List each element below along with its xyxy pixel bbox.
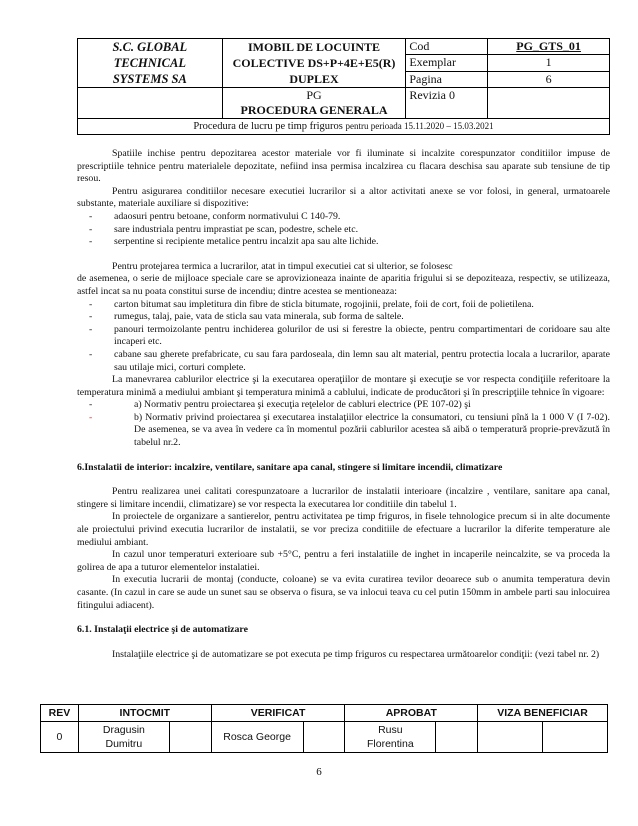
bullet-dash: - — [89, 236, 93, 248]
project-line: IMOBIL DE LOCUINTE — [247, 40, 381, 54]
list-item-text: a) Normativ pentru proiectarea şi execuţia reţelelor de cabluri electrice (PE 107-02) şi — [134, 399, 471, 411]
project-line: COLECTIVE DS+P+4E+E5(R) — [232, 56, 396, 70]
exemplar-value: 1 — [488, 55, 610, 71]
list-item — [77, 211, 610, 224]
subsection-heading: 6.1. Instalaţii electrice şi de automatizare — [77, 624, 248, 636]
company-line: TECHNICAL — [113, 56, 186, 70]
rev-value: 0 — [41, 722, 79, 753]
pagina-label: Pagina — [406, 71, 488, 87]
list-item — [77, 324, 610, 349]
document-header-table — [77, 38, 610, 135]
aprobat-name-line: Florentina — [367, 738, 414, 750]
cod-value: PG_GTS_01 — [488, 39, 610, 55]
bullet-dash: - — [89, 223, 93, 235]
list-item-text: rumegus, talaj, paie, vata de sticla sau vata minerala, sub forma de saltele. — [114, 311, 404, 323]
list-item — [77, 299, 610, 312]
viza-cell — [478, 722, 543, 753]
project-line: DUPLEX — [289, 72, 339, 86]
list-item — [77, 311, 610, 324]
aprobat-name-line: Rusu — [378, 724, 403, 736]
company-line: SYSTEMS SA — [112, 72, 187, 86]
revizia-label: Revizia 0 — [406, 88, 488, 119]
verificat-name: Rosca George — [211, 722, 303, 753]
list-item — [77, 412, 610, 450]
paragraph: de asemenea, o serie de mijloace speciale care se aprovizioneaza inainte de aparitia frigului si se depoziteaza, respectiv, se utilizeaza, astfel incat sa nu poata constitui surse de incendiu; dintre acestea se mentioneaza: — [77, 273, 610, 297]
verificat-signature — [303, 722, 345, 753]
list-item-text: carton bitumat sau impletitura din fibre de sticla bitumate, rogojinii, prelate, foii de cort, foii de polietilena. — [114, 298, 534, 310]
list-item-text: serpentine si recipiente metalice pentru incalzit apa sau alte lichide. — [114, 236, 379, 248]
list-item — [77, 224, 610, 237]
bullet-dash: - — [89, 399, 93, 411]
list-item-text: adaosuri pentru betoane, conform normativului C 140-79. — [114, 210, 341, 222]
pg-title: PROCEDURA GENERALA — [240, 103, 388, 117]
aprobat-header: APROBAT — [345, 705, 478, 722]
exemplar-label: Exemplar — [406, 55, 488, 71]
paragraph: La manevrarea cablurilor electrice şi la executarea operaţiilor de montare şi execuţie se vor respecta condiţiile referitoare la temperatura minimă a mediului ambiant şi temperatura minimă a cablului, indicate de producători şi în prescripţiile tehnice în vigoare: — [77, 374, 610, 398]
intocmit-signature — [169, 722, 211, 753]
bullet-dash: - — [89, 323, 93, 335]
paragraph: Pentru protejarea termica a lucrarilor, atat in timpul executiei cat si ulterior, se folosesc — [112, 260, 453, 272]
document-body — [77, 148, 610, 661]
page-number: 6 — [316, 766, 322, 778]
viza-header: VIZA BENEFICIAR — [478, 705, 608, 722]
aprobat-name — [345, 722, 436, 753]
list-item — [77, 236, 610, 249]
section-heading: 6.Instalatii de interior: incalzire, ventilare, sanitare apa canal, stingere si limitare incendii, climatizare — [77, 461, 503, 473]
aprobat-signature — [436, 722, 478, 753]
procedure-line — [78, 119, 610, 135]
list-item — [77, 399, 610, 412]
verificat-header: VERIFICAT — [211, 705, 345, 722]
bullet-dash: - — [89, 298, 93, 310]
paragraph: Pentru realizarea unei calitati corespunzatoare a lucrarilor de instalatii interioare (incalzire , ventilare, sanitare apa canal, stingere si limitare incendii, climatizare) se vor respecta la executarea lor conditiile din tabelul 1. — [77, 486, 610, 510]
pagina-value: 6 — [488, 71, 610, 87]
intocmit-name — [78, 722, 169, 753]
procedure-period: pentru perioada 15.11.2020 – 15.03.2021 — [345, 121, 494, 131]
list-item-text: sare industriala pentru imprastiat pe scan, podestre, schele etc. — [114, 223, 359, 235]
paragraph: Spatiile inchise pentru depozitarea acestor materiale vor fi iluminate si incalzite corespunzator conditiilor impuse de prescriptiile tehnice pentru materialele depozitate, nefiind insa permisa incalzirea cu flacara deschisa sau aparate sub tensiune de tip resou. — [77, 148, 610, 185]
list-item-text: cabane sau gherete prefabricate, cu sau fara pardoseala, din lemn sau alt material, pentru protectia locala a lucrarilor, aparate sau utilaje mici, corturi complete. — [114, 348, 610, 373]
list-item-text: panouri termoizolante pentru inchiderea golurilor de usi si ferestre la obiecte, pentru compartimentari de coridoare sau alte incaperi etc. — [114, 323, 610, 348]
procedure-type — [222, 88, 406, 119]
intocmit-name-line: Dragusin — [102, 724, 145, 736]
intocmit-header: INTOCMIT — [78, 705, 211, 722]
intocmit-name-line: Dumitru — [105, 738, 143, 750]
paragraph: Pentru asigurarea conditiilor necesare executiei lucrarilor si a altor activitati anexe se vor folosi, in general, urmatoarele substante, materiale auxiliare si dispozitive: — [77, 185, 610, 210]
paragraph: Instalaţiile electrice şi de automatizare se pot executa pe timp friguros cu respectarea următoarelor condiţii: (vezi tabel nr. 2) — [112, 648, 600, 660]
pg-label: PG — [306, 88, 322, 102]
approval-table — [40, 704, 608, 753]
procedure-main: Procedura de lucru pe timp friguros — [193, 121, 343, 132]
paragraph: In cazul unor temperaturi exterioare sub +5°C, pentru a feri instalatiile de inghet in incaperile neincalzite, se va proceda la golirea de apa a tuturor elementelor instalatiei. — [77, 549, 610, 573]
project-title — [222, 39, 406, 88]
viza-signature — [543, 722, 608, 753]
bullet-dash: - — [89, 411, 93, 423]
rev-header: REV — [41, 705, 79, 722]
company-cell-bottom — [78, 88, 223, 119]
paragraph: In proiectele de organizare a santierelor, pentru activitatea pe timp friguros, in fisele tehnologice precum si in alte documente ale proiectului privind executia lucrarilor de instalatii, se vor preciza conditiile de efectuare a lucrarilor la diferite temperature ale mediului ambiant. — [77, 511, 610, 548]
bullet-dash: - — [89, 348, 93, 360]
list-item — [77, 349, 610, 374]
bullet-dash: - — [89, 311, 93, 323]
list-item-text: b) Normativ privind proiectarea şi executarea instalaţiilor electrice la consumatori, cu tensiuni pînă la 1 000 V (I 7-02). De asemenea, se va avea în vedere ca în momentul pozării cablurilor acestea să aibă o temperatură proprie-prevăzută în tabelul nr.2. — [134, 411, 610, 449]
paragraph: In executia lucrarii de montaj (conducte, coloane) se va evita curatirea tevilor deoarece sub o anumita temperatura devin casante. (In cazul in care se aude un sunet sau se observa o fisura, se va inlocui teava cu cel putin 150mm in ambele parti sau inlocuirea fitingului adiacent). — [77, 574, 610, 611]
company-name — [78, 39, 223, 88]
company-line: S.C. GLOBAL — [112, 40, 188, 54]
revizia-value — [488, 88, 610, 119]
cod-label: Cod — [406, 39, 488, 55]
bullet-dash: - — [89, 210, 93, 222]
